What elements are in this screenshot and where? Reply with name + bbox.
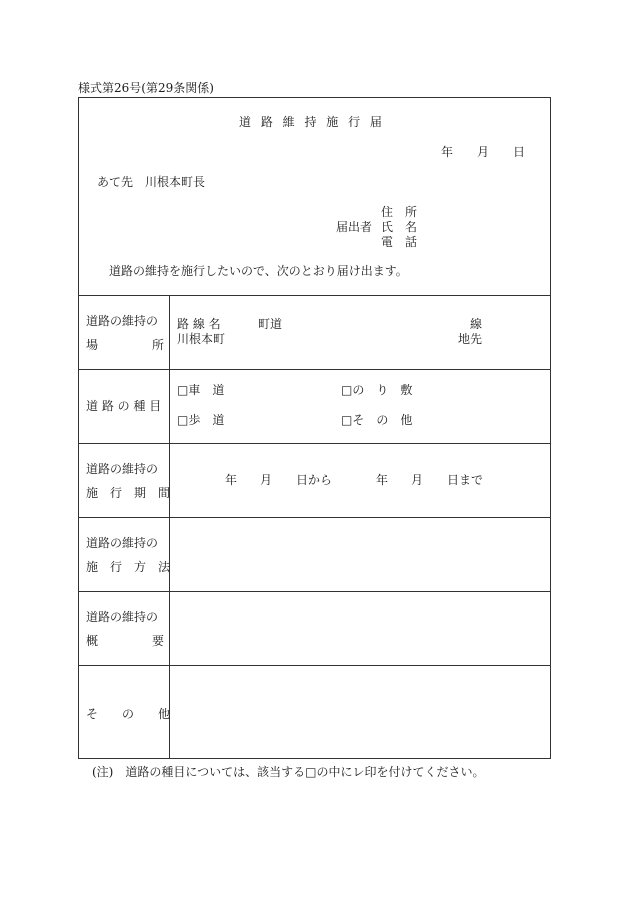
route-type: 町道 [258, 317, 283, 331]
location-label-line1: 道路の維持の [86, 314, 159, 328]
date-month: 月 [477, 145, 490, 159]
road-type-option-sidewalk[interactable]: □歩 道 [177, 413, 225, 427]
road-type-option-roadway[interactable]: □車 道 [177, 383, 225, 397]
row-divider [78, 517, 551, 518]
date-year: 年 [441, 145, 454, 159]
applicant-label: 届出者 [336, 220, 373, 234]
applicant-address-label: 住 所 [381, 205, 418, 219]
form-frame [78, 97, 551, 759]
town-name: 川根本町 [177, 332, 226, 346]
road-type-label: 道 路 の 種 目 [86, 399, 162, 413]
period-start-month: 月 [260, 473, 273, 487]
applicant-phone-label: 電 話 [381, 235, 418, 249]
location-label-line2a: 場 [86, 338, 99, 352]
period-start-day: 日から [296, 473, 333, 487]
summary-label-line1: 道路の維持の [86, 610, 159, 624]
statement: 道路の維持を施行したいので、次のとおり届け出ます。 [109, 264, 408, 278]
place-suffix: 地先 [458, 332, 483, 346]
row-divider [78, 665, 551, 666]
route-name-label: 路 線 名 [177, 317, 221, 331]
footnote: (注) 道路の種目については、該当する□の中にレ印を付けてください。 [92, 765, 485, 779]
method-label-line1: 道路の維持の [86, 536, 159, 550]
road-type-option-slope[interactable]: □の り 敷 [341, 383, 413, 397]
applicant-name-label: 氏 名 [381, 220, 418, 234]
road-type-option-other[interactable]: □そ の 他 [341, 413, 413, 427]
form-number: 様式第26号(第29条関係) [78, 81, 214, 95]
route-suffix: 線 [470, 317, 483, 331]
method-label-line2: 施 行 方 法 [86, 560, 171, 574]
row-divider [78, 591, 551, 592]
summary-label-line2a: 概 [86, 634, 99, 648]
date-day: 日 [513, 145, 526, 159]
period-end-month: 月 [411, 473, 424, 487]
addressee: あて先 川根本町長 [97, 175, 206, 189]
period-end-day: 日まで [447, 473, 484, 487]
row-divider [78, 369, 551, 370]
period-label-line2: 施 行 期 間 [86, 486, 171, 500]
period-start-year: 年 [225, 473, 238, 487]
summary-label-line2b: 要 [152, 634, 165, 648]
location-label-line2b: 所 [152, 338, 165, 352]
row-divider [78, 443, 551, 444]
label-column-divider [169, 295, 170, 759]
period-end-year: 年 [376, 473, 389, 487]
other-label: そ の 他 [86, 707, 171, 721]
row-divider [78, 295, 551, 296]
period-label-line1: 道路の維持の [86, 462, 159, 476]
form-title: 道 路 維 持 施 行 届 [239, 115, 382, 129]
